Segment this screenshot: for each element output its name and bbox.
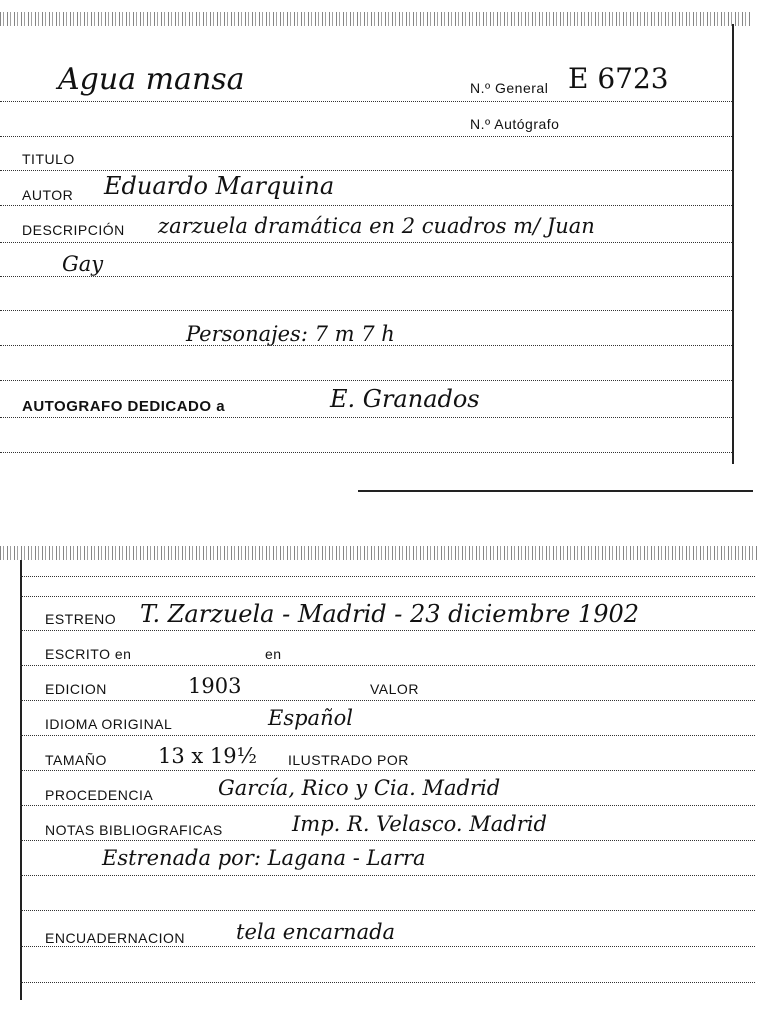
rule [20, 946, 755, 947]
catalog-card-bottom [0, 540, 759, 1028]
descripcion-handwriting: zarzuela dramática en 2 cuadros m/ Juan [158, 214, 595, 238]
tamano-handwriting: 13 x 19½ [158, 744, 257, 768]
card-top-edge [0, 12, 752, 26]
title-handwriting: Agua mansa [58, 62, 245, 97]
rule [20, 630, 755, 631]
rule [20, 576, 755, 577]
rule [0, 136, 732, 137]
estreno-handwriting: T. Zarzuela - Madrid - 23 diciembre 1902 [140, 600, 640, 628]
autograph-number-label: N.º Autógrafo [470, 116, 560, 132]
rule [20, 735, 755, 736]
notas-handwriting-2: Estrenada por: Lagana - Larra [102, 846, 426, 870]
idioma-handwriting: Español [268, 706, 353, 730]
rule [0, 101, 732, 102]
descripcion-handwriting-2: Gay [62, 252, 104, 276]
rule [0, 242, 732, 243]
valor-label: VALOR [370, 681, 419, 697]
general-number-label: N.º General [470, 80, 549, 96]
tamano-label: TAMAÑO [45, 752, 107, 768]
procedencia-label: PROCEDENCIA [45, 787, 154, 803]
descripcion-label: DESCRIPCIÓN [22, 222, 125, 238]
rule [20, 875, 755, 876]
rule [0, 380, 732, 381]
rule [20, 805, 755, 806]
escrito-label: ESCRITO en [45, 646, 132, 662]
rule [20, 700, 755, 701]
titulo-label: TITULO [22, 151, 75, 167]
rule [0, 276, 732, 277]
card-top-edge [0, 546, 759, 560]
rule [20, 910, 755, 911]
edicion-handwriting: 1903 [188, 674, 242, 698]
card-bottom-edge [358, 490, 753, 492]
catalog-card-top [0, 0, 740, 495]
rule [20, 770, 755, 771]
idioma-label: IDIOMA ORIGINAL [45, 716, 173, 732]
notas-label: NOTAS BIBLIOGRAFICAS [45, 822, 223, 838]
autor-label: AUTOR [22, 187, 74, 203]
rule [0, 205, 732, 206]
personajes-handwriting: Personajes: 7 m 7 h [186, 322, 395, 346]
dedicado-handwriting: E. Granados [330, 385, 480, 413]
encuadernacion-handwriting: tela encarnada [236, 920, 396, 944]
rule [0, 417, 732, 418]
escrito-en-label: en [265, 646, 282, 662]
card-right-edge [732, 24, 734, 464]
procedencia-handwriting: García, Rico y Cia. Madrid [218, 776, 501, 800]
rule [20, 596, 755, 597]
autor-handwriting: Eduardo Marquina [104, 172, 335, 200]
edicion-label: EDICION [45, 681, 107, 697]
card-left-edge [20, 560, 22, 1000]
rule [0, 170, 732, 171]
general-number-handwriting: E 6723 [568, 62, 669, 95]
encuadernacion-label: ENCUADERNACION [45, 930, 186, 946]
rule [0, 452, 732, 453]
dedicado-label: AUTOGRAFO DEDICADO a [22, 398, 226, 415]
ilustrado-label: ILUSTRADO POR [288, 752, 409, 768]
rule [20, 840, 755, 841]
notas-handwriting: Imp. R. Velasco. Madrid [292, 812, 547, 836]
rule [0, 310, 732, 311]
rule [20, 665, 755, 666]
rule [20, 982, 755, 983]
rule [0, 345, 732, 346]
estreno-label: ESTRENO [45, 611, 117, 627]
